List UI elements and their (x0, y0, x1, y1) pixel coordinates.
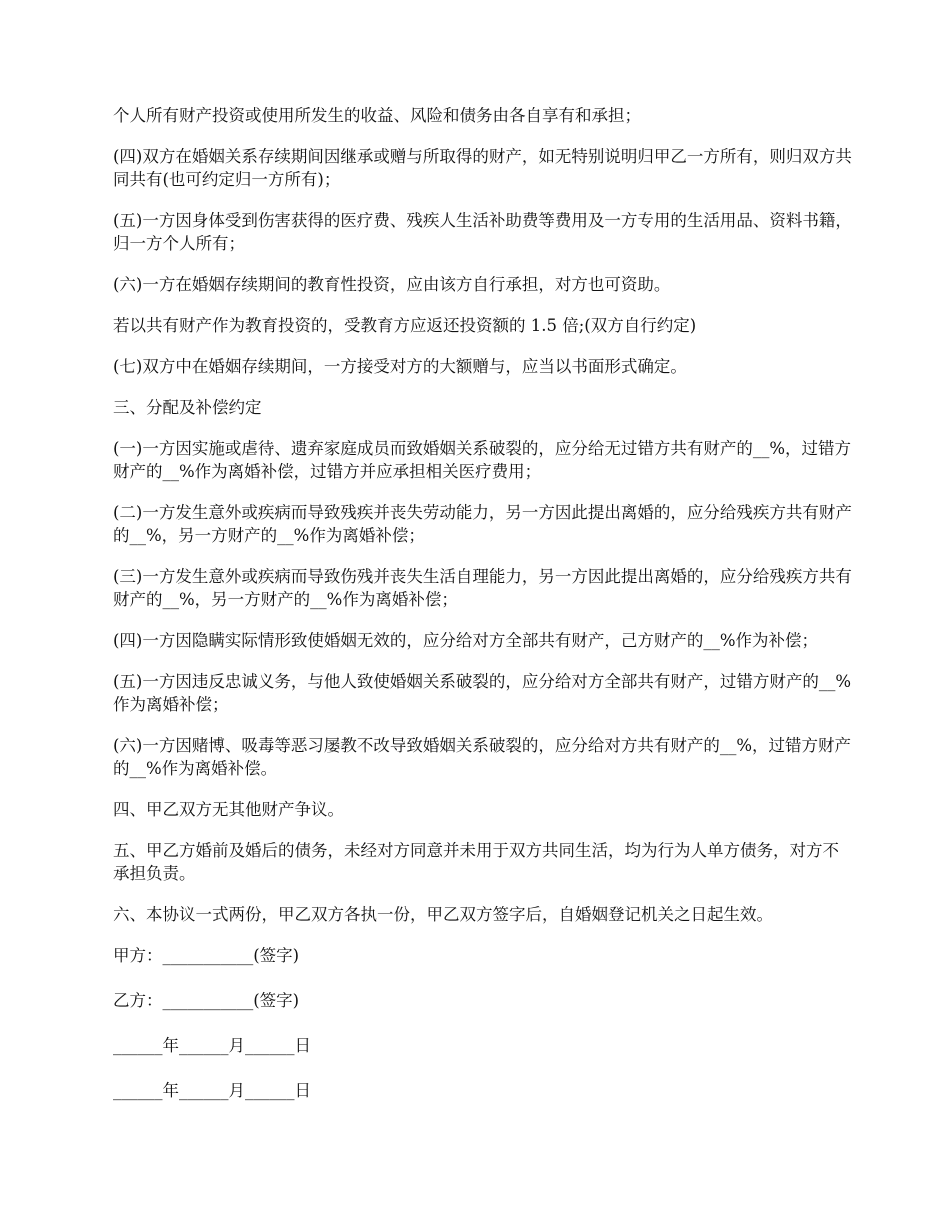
date-line-1: ______年______月______日 (113, 1036, 311, 1055)
section-heading-debts: 五、甲乙方婚前及婚后的债务，未经对方同意并未用于双方共同生活，均为行为人单方债务，对方不承担负责。 (113, 841, 839, 883)
paragraph-clause-5-medical: (五)一方因身体受到伤害获得的医疗费、残疾人生活补助费等费用及一方专用的生活用品、资料书籍，归一方个人所有； (113, 211, 852, 253)
paragraph-clause-7-gifts: (七)双方中在婚姻存续期间，一方接受对方的大额赠与，应当以书面形式确定。 (113, 357, 687, 376)
section-heading-distribution: 三、分配及补偿约定 (113, 398, 262, 417)
section-heading-no-dispute: 四、甲乙双方无其他财产争议。 (113, 800, 344, 819)
paragraph-distribution-1: (一)一方因实施或虐待、遗弃家庭成员而致婚姻关系破裂的，应分给无过错方共有财产的__%，过错方财产的__%作为离婚补偿，过错方并应承担相关医疗费用； (113, 439, 852, 481)
date-line-2: ______年______月______日 (113, 1081, 311, 1100)
paragraph-education-repayment: 若以共有财产作为教育投资的，受教育方应返还投资额的 1.5 倍;(双方自行约定) (113, 316, 697, 335)
paragraph-distribution-5: (五)一方因违反忠诚义务，与他人致使婚姻关系破裂的，应分给对方全部共有财产，过错方财产的__%作为离婚补偿； (113, 672, 852, 714)
signature-party-a: 甲方：___________(签字) (113, 946, 300, 965)
paragraph-distribution-3: (三)一方发生意外或疾病而导致伤残并丧失生活自理能力，另一方因此提出离婚的，应分给残疾方共有财产的__%，另一方财产的__%作为离婚补偿； (113, 567, 852, 609)
paragraph-distribution-4: (四)一方因隐瞒实际情形致使婚姻无效的，应分给对方全部共有财产，己方财产的__%作为补偿； (113, 631, 819, 650)
paragraph-clause-6-education: (六)一方在婚姻存续期间的教育性投资，应由该方自行承担，对方也可资助。 (113, 275, 671, 294)
paragraph-personal-property: 个人所有财产投资或使用所发生的收益、风险和债务由各自享有和承担； (113, 106, 641, 125)
paragraph-distribution-6: (六)一方因赌博、吸毒等恶习屡教不改导致婚姻关系破裂的，应分给对方共有财产的__%，过错方财产的__%作为离婚补偿。 (113, 736, 852, 778)
signature-party-b: 乙方：___________(签字) (113, 991, 300, 1010)
paragraph-distribution-2: (二)一方发生意外或疾病而导致残疾并丧失劳动能力，另一方因此提出离婚的，应分给残疾方共有财产的__%，另一方财产的__%作为离婚补偿； (113, 503, 852, 545)
paragraph-clause-4-inheritance: (四)双方在婚姻关系存续期间因继承或赠与所取得的财产，如无特别说明归甲乙一方所有，则归双方共同共有(也可约定归一方所有)； (113, 147, 852, 189)
section-heading-effectiveness: 六、本协议一式两份，甲乙双方各执一份，甲乙双方签字后，自婚姻登记机关之日起生效。 (113, 905, 773, 924)
document-body (113, 104, 855, 1124)
